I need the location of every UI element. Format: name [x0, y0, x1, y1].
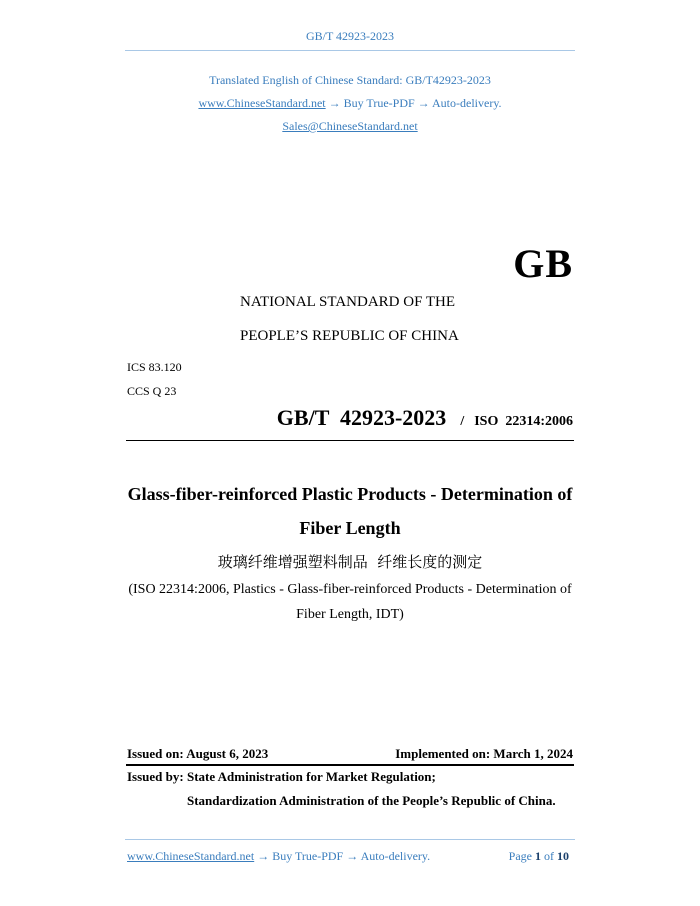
issue-divider	[126, 764, 574, 766]
issued-by-line2: Standardization Administration of the People’s Republic of China.	[187, 793, 556, 808]
page-label: Page	[508, 849, 532, 863]
title-divider	[126, 440, 574, 441]
arrow-right-icon: →	[328, 96, 341, 110]
iso-equivalence-line2: Fiber Length, IDT)	[296, 607, 404, 622]
arrow-right-icon: →	[257, 849, 270, 863]
promo-buy-text: Buy True-PDF	[343, 96, 415, 110]
footer-divider	[125, 839, 575, 840]
national-standard-line1: NATIONAL STANDARD OF THE	[240, 294, 456, 310]
issued-on-date: Issued on: August 6, 2023	[127, 746, 269, 761]
title-en-line1: Glass-fiber-reinforced Plastic Products - Determination of	[127, 484, 573, 504]
national-standard-line2: PEOPLE’S REPUBLIC OF CHINA	[240, 328, 459, 344]
page-indicator	[509, 849, 569, 864]
of-label: of	[544, 849, 554, 863]
title-cn: 玻璃纤维增强塑料制品 纤维长度的测定	[217, 553, 483, 571]
iso-equivalence-line1: (ISO 22314:2006, Plastics - Glass-fiber-reinforced Products - Determination of	[128, 582, 572, 597]
promo-delivery-text: Auto-delivery.	[432, 96, 502, 110]
footer-buy-text: Buy True-PDF	[272, 849, 344, 863]
iso-reference: ISO 22314:2006	[474, 414, 573, 429]
promo-email-link[interactable]: Sales@ChineseStandard.net	[282, 119, 418, 133]
footer-delivery-text: Auto-delivery.	[360, 849, 431, 863]
standard-number: GB/T 42923-2023	[276, 405, 447, 430]
promo-links-line	[0, 96, 700, 111]
ccs-code: CCS Q 23	[127, 384, 177, 398]
implemented-on-date: Implemented on: March 1, 2024	[395, 746, 573, 761]
footer-site-link[interactable]: www.ChineseStandard.net	[127, 849, 255, 863]
ics-code: ICS 83.120	[127, 360, 182, 374]
promo-email-line	[0, 119, 700, 134]
standard-number-line	[277, 405, 573, 431]
arrow-right-icon: →	[346, 849, 359, 863]
header-divider	[125, 50, 575, 51]
promo-site-link[interactable]: www.ChineseStandard.net	[198, 96, 326, 110]
footer-links	[127, 849, 430, 864]
title-en-line2: Fiber Length	[299, 518, 401, 538]
page-total: 10	[557, 849, 569, 863]
arrow-right-icon: →	[417, 96, 430, 110]
standard-separator: /	[460, 414, 465, 429]
page-number: 1	[535, 849, 541, 863]
header-doc-code: GB/T 42923-2023	[305, 29, 395, 43]
issued-by-line1: Issued by: State Administration for Market Regulation;	[127, 769, 436, 784]
gb-logo: GB	[513, 241, 573, 286]
promo-translation-line: Translated English of Chinese Standard: GB/T42923-2023	[209, 73, 491, 87]
